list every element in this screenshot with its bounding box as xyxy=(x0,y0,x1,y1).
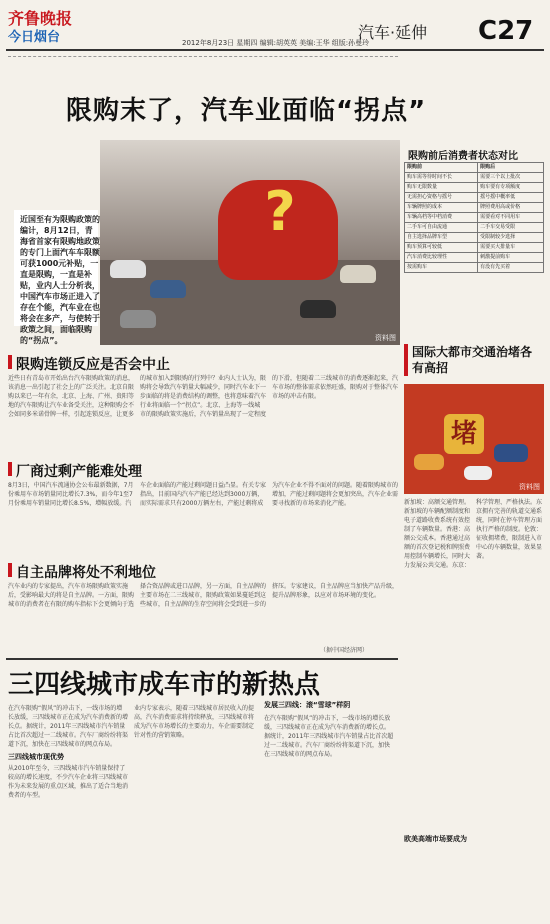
sub3-text: 汽车业内的专家提出，汽车市场限购政策实施后，受影响最大的将是自主品牌。一方面，限购城市的消费者在有限的购车指标下会更倾向于选择合资品牌或进口品牌，另一方面，自主品牌的主要市场在二三线城市，限购政策如果蔓延到这些城市，自主品牌的生存空间将会受到进一步的挤压。专家建议，自主品牌应当加快产品升级，提升品牌形象，以应对市场环境的变化。 xyxy=(8,583,399,608)
sub2-bar xyxy=(8,462,12,476)
bottom-text-4: 在汽车限购“假风”的冲击下，一线市场的增长放缓，三四线城市正在成为汽车消费新的增长点。据统计，2011年三四线城市汽车销量占比首次超过一二线城市。汽车厂商纷纷将渠道下沉，加快在三四线城市的网点布局。 xyxy=(264,715,394,758)
main-headline: 限购末了，汽车业面临“拐点” xyxy=(66,96,427,126)
table-cell: 刺激提前购车 xyxy=(478,253,544,263)
table-row xyxy=(405,233,544,243)
table-cell: 摇号摇中概率低 xyxy=(478,193,544,203)
section-title: 汽车·延伸 xyxy=(358,23,428,42)
bottom-subhead-3: 欧美高端市场要成为 xyxy=(404,835,467,843)
date-line: 2012年8月23日 星期四 编辑:胡英英 美编:王华 组版:孙曼玲 xyxy=(182,39,370,47)
table-cell: 需要看对不同用车 xyxy=(478,213,544,223)
traffic-photo xyxy=(404,384,544,494)
edition-label: 今日烟台 xyxy=(8,30,61,45)
table-row xyxy=(405,183,544,193)
table-cell: 车辆高档等中档消费 xyxy=(405,213,478,223)
right-text: 新加坡：高额交通管理。新加坡的车辆配额制度和电子道路收费系统有效控制了车辆数量。香港：高额公交成本。香港通过高额的首次登记税和牌照费用控制车辆增长，同时大力发展公共交通。东京：科学管理、严格执法。东京拥有完善的轨道交通系统，同时在停车管理方面执行严格的制度。伦敦：征收拥堵费，限制进入市中心的车辆数量，效果显著。 xyxy=(404,499,543,569)
sub1-heading: 限购连锁反应是否会中止 xyxy=(16,357,170,373)
right-headline: 国际大都市交通治堵各有高招 xyxy=(412,345,533,375)
sub1-text: 近些日有青岛市开始出台汽车限购政策的消息，该消息一出引起了社会上的广泛关注。北京自限购以来已一年有余，北京、上海、广州、贵阳等地的汽车限购让汽车业备受关注，这种限购会不会如同多米诺骨牌一样，引起连锁反应，让更多的城市加入到限购的行列中？业内人士认为，限购将会导致汽车销量大幅减少，同时汽车业下一步面临的将是消费结构的调整，也将意味着汽车行业将面临一个“拐点”。北京、上海等一线城市的限购政策实施后，汽车销量出现了一定程度的下滑，但随着二三线城市的消费逐渐起来，汽车市场的整体需求依然旺盛，限购对于整体汽车市场的冲击有限。 xyxy=(8,375,399,418)
bottom-subhead-2: 发展三四线：滚“雪球”样阴 xyxy=(264,701,351,709)
policy-table xyxy=(404,162,544,273)
right-bar xyxy=(404,344,408,376)
table-row xyxy=(405,253,544,263)
table-cell: 无需担心资格与摇号 xyxy=(405,193,478,203)
table-cell: 购车要有专项额度 xyxy=(478,183,544,193)
table-title: 限购前后消费者状态对比 xyxy=(408,151,518,162)
table-row xyxy=(405,173,544,183)
bottom-subhead-1: 三四线城市现优势 xyxy=(8,753,64,761)
sub2-heading: 厂商过剩产能难处理 xyxy=(16,464,142,480)
no-entry-sign-icon: 堵 xyxy=(444,414,484,454)
sub3-bar xyxy=(8,563,12,577)
bottom-text-3: 业内专家表示，随着三四线城市居民收入的提高，汽车消费需求将持续释放，三四线城市将成为汽车市场增长的主要动力，车企需要制定针对性的营销策略。 xyxy=(134,705,255,739)
sub2-text: 8月3日，中国汽车流通协会公布最新数据，7月份乘用车市场销量同比增长7.3%，而今年1至7月份乘用车销量同比增长8.5%，增幅放缓。汽车企业面临的产能过剩问题日益凸显。有关专家指出，目前国内汽车产能已经达到3000万辆，而实际需求只有2000万辆左右，产能过剩将成为汽车企业不得不面对的问题。随着限购城市的增加，产能过剩问题将会更加突出，汽车企业需要寻找新的市场来消化产能。 xyxy=(8,482,399,507)
question-mark-icon: ? xyxy=(264,180,296,243)
table-row xyxy=(405,213,544,223)
bottom-rule xyxy=(6,658,398,660)
right-photo-credit: 资料图 xyxy=(519,483,540,491)
table-cell: 牌照费用高或价格 xyxy=(478,203,544,213)
page-number: C27 xyxy=(478,16,534,46)
table-cell: 需要三个以上批次 xyxy=(478,173,544,183)
table-row xyxy=(405,223,544,233)
table-cell: 自主选择品牌车型 xyxy=(405,233,478,243)
table-cell: 限购后 xyxy=(478,163,544,173)
table-cell: 有没有先买着 xyxy=(478,263,544,273)
table-row xyxy=(405,243,544,253)
table-cell: 按需购车 xyxy=(405,263,478,273)
cars-question-photo xyxy=(100,140,400,345)
divider xyxy=(8,56,398,61)
table-cell: 需要买大排量车 xyxy=(478,243,544,253)
bottom-text-1: 在汽车限购“假风”的冲击下，一线市场的增长放缓，三四线城市正在成为汽车消费新的增长点。据统计，2011年三四线城市汽车销量占比首次超过一二线城市。汽车厂商纷纷将渠道下沉，加快在三四线城市的网点布局。 xyxy=(8,705,129,748)
table-cell: 二手车可自由流通 xyxy=(405,223,478,233)
table-row xyxy=(405,263,544,273)
table-cell: 购车需等待时间不长 xyxy=(405,173,478,183)
paper-logo: 齐鲁晚报 xyxy=(8,9,73,28)
bottom-text-2: 从2010年至今，三四线城市汽车销量保持了较高的增长速度，不少汽车企业将三四线城市作为未来发展的重点区域，推出了适合当地消费者的车型。 xyxy=(8,765,129,799)
table-cell: 限购前 xyxy=(405,163,478,173)
table-cell: 购车无限数量 xyxy=(405,183,478,193)
lead-text: 近国至有为限购政策的编计，8月12日，青海省首家有限购地政策的专门上面汽车车限额可获1000元补贴，一直是限购，一直是补贴，业内人士分析表，中国汽车市场正进入了存在个能，汽车业在也将会在多产，与使转于政策之间，面临限购的“拐点”。 xyxy=(20,215,100,345)
table-cell: 受限制较少选择 xyxy=(478,233,544,243)
masthead-rule xyxy=(6,49,544,51)
table-cell: 购车预算可较低 xyxy=(405,243,478,253)
sub3-heading: 自主品牌将处不利地位 xyxy=(16,565,156,581)
big-headline: 三四线城市成车市的新热点 xyxy=(8,670,321,700)
table-cell: 二手车交易受限 xyxy=(478,223,544,233)
sub1-bar xyxy=(8,355,12,369)
source-note: （据中国经济网） xyxy=(320,647,369,654)
table-cell: 汽车消费比较理性 xyxy=(405,253,478,263)
table-row xyxy=(405,163,544,173)
table-row xyxy=(405,193,544,203)
table-row xyxy=(405,203,544,213)
table-cell: 车辆牌照的成本 xyxy=(405,203,478,213)
photo-credit: 资料图 xyxy=(375,334,396,342)
